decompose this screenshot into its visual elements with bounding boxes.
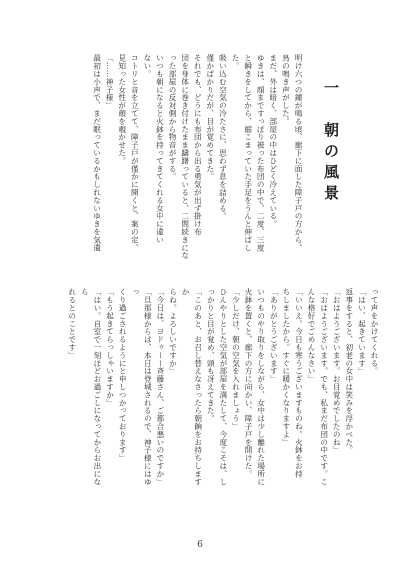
text-line: ひんやりとした空気が部屋を満たして、今度こそは、し xyxy=(218,288,228,486)
text-line: った部屋の反対側から物音がする。 xyxy=(168,54,178,181)
page-number: 6 xyxy=(197,540,203,550)
text-line: それでも、どうにも布団から出る勇気が出ず掛け布 xyxy=(193,54,203,236)
text-line: 明け六つの鐘が鳴る頃、廊下に面した障子戸の方から、 xyxy=(294,54,303,252)
upper-text-block xyxy=(50,54,304,266)
text-line: 鳥の鳴き声がした。 xyxy=(281,54,291,126)
text-line: 「少しだけ、朝の空気を入れましょう」 xyxy=(231,288,241,431)
text-line: ない。 xyxy=(142,54,152,78)
text-line: 「いいえ。今日も寒うございますものね。火鉢をお持 xyxy=(294,288,304,478)
text-line: 「おはようございます。お目覚めでしたのね」 xyxy=(332,288,342,454)
chapter-title: 一 朝の風景 xyxy=(322,80,340,206)
text-line: と瞬きをしてから、縮こまっていた手足をうんと伸ばした。 xyxy=(231,54,253,252)
text-line: 最初は小声で、まだ眠っているかもしれないゆきを気遣 xyxy=(92,54,102,252)
text-line: いつも朝になると火鉢を持ってきてくれる女中に違い xyxy=(155,54,165,244)
text-line: 「……神子様」 xyxy=(105,54,115,110)
text-line: 「もう起きてらっしゃいますか」 xyxy=(105,288,115,407)
text-line: っかりと目が覚め、頭も冴えてきた。 xyxy=(206,288,216,423)
text-line: 「今日は、ヨドゥーー斉藤さん、ご都合悪いのですか」 xyxy=(155,288,165,486)
text-line: いつものやり取りをしながら、女中は少し離れた場所に xyxy=(256,288,266,486)
text-line: 見知った女性が顔を覗かせた。 xyxy=(117,54,127,165)
text-line: くり過ごされるようにと申しつかっております」 xyxy=(118,288,128,462)
text-line: コトリと音を立てて、障子戸が僅かに開くと、案の定、 xyxy=(130,54,140,252)
text-line: ゆきは、顔まですっぽり被った布団の中で、二度、三度 xyxy=(256,54,266,252)
text-line: 「このあと、お召し替えなさったら朝餉をお持ちしますか xyxy=(181,288,203,486)
text-line: 返事をすると、初老の女中は笑みを浮かべた。 xyxy=(344,288,354,454)
text-line: 火鉢を置くと、廊下の方に向かい、障子戸を開けた。 xyxy=(244,288,254,478)
text-line: って声をかけてくれる。 xyxy=(370,288,379,375)
text-line: らね。よろしいですか」 xyxy=(168,288,178,375)
text-line: 団を身体に巻き付けたまま躊躇っていると、二間続きにな xyxy=(180,54,190,260)
text-line: ちしましたから。すぐに暖かくなりますよ」 xyxy=(281,288,291,446)
text-line: 吸い込む空気の冷たさに、思わず息を詰める。 xyxy=(218,54,228,220)
text-line: 僅かばかりだが、目が覚めてきた。 xyxy=(205,54,215,181)
text-line: まだ、外は暗く、部屋の中はひどく冷えている。 xyxy=(268,54,278,228)
text-line: 「おはようございます。でも、私まだ布団の中です。こ xyxy=(319,288,329,486)
lower-text-block xyxy=(44,288,380,493)
text-line: 「はい。自室で一刻ほどお過ごしになってからお出になら xyxy=(80,288,102,486)
text-line: 「ありがとうございます」 xyxy=(269,288,279,383)
text-line: んな格好でごめんなさい」 xyxy=(307,288,317,383)
text-line: れるとのことです」 xyxy=(67,288,77,360)
text-line: 「旦那様からは、本日は登城されるので、神子様にはゆっ xyxy=(130,288,153,486)
text-line: 「はい、起きています」 xyxy=(357,288,367,375)
